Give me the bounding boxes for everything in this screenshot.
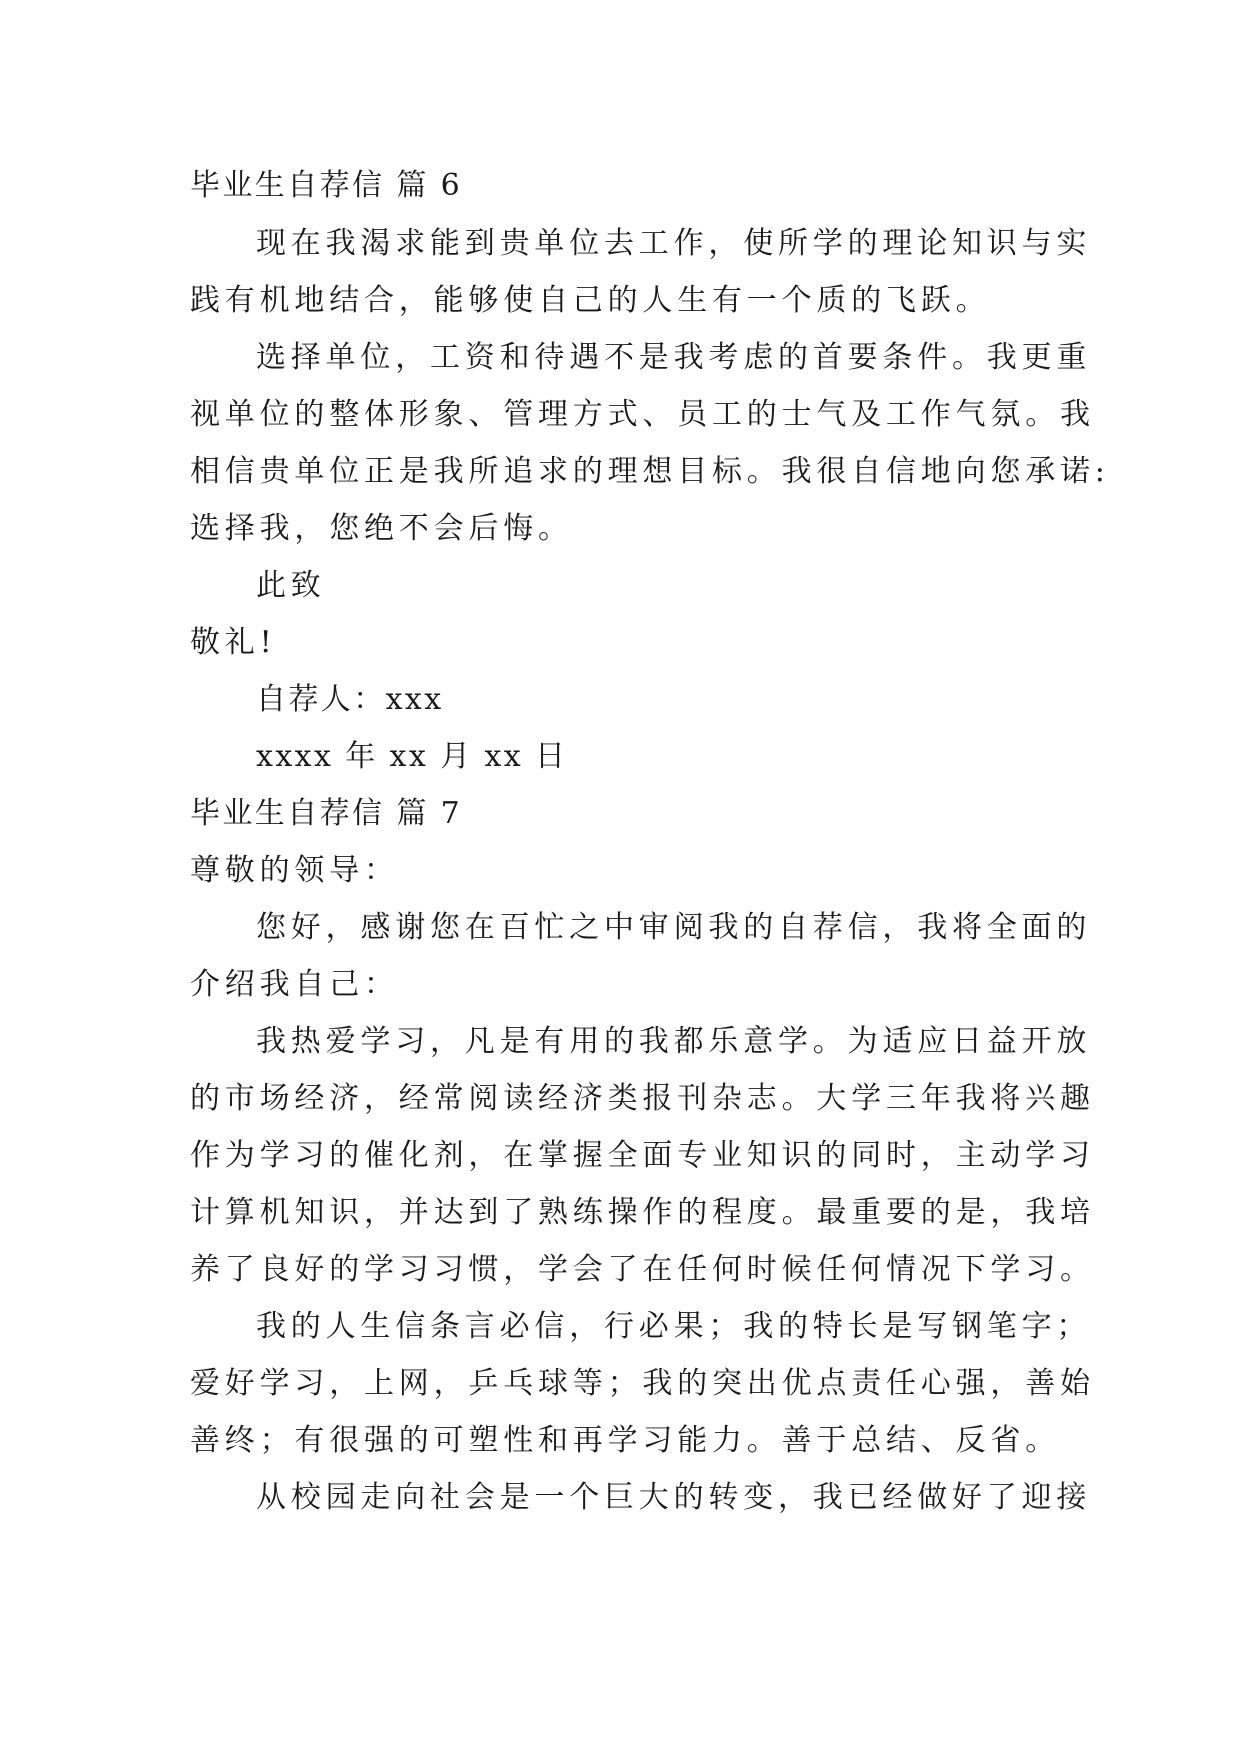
closing-line: 此致 [256,568,326,603]
paragraph-line: 现在我渴求能到贵单位去工作，使所学的理论知识与实 [256,226,1092,261]
signer-line: 自荐人：xxx [256,682,444,717]
paragraph-line: 您好，感谢您在百忙之中审阅我的自荐信，我将全面的 [256,910,1092,945]
paragraph-line: 我的人生信条言必信，行必果；我的特长是写钢笔字； [256,1309,1092,1344]
paragraph-line: 我热爱学习，凡是有用的我都乐意学。为适应日益开放 [256,1024,1092,1059]
paragraph-line: 从校园走向社会是一个巨大的转变，我已经做好了迎接 [256,1480,1092,1515]
paragraph-line: 作为学习的催化剂，在掌握全面专业知识的同时，主动学习 [190,1138,1095,1173]
paragraph-line: 相信贵单位正是我所追求的理想目标。我很自信地向您承诺: [190,454,1110,489]
salutation-line: 敬礼! [190,625,277,660]
date-line: xxxx 年 xx 月 xx 日 [256,739,568,774]
greeting-line: 尊敬的领导： [190,853,399,888]
paragraph-line: 计算机知识，并达到了熟练操作的程度。最重要的是，我培 [190,1195,1095,1230]
paragraph-line: 介绍我自己： [190,967,399,1002]
paragraph-line: 爱好学习，上网，乒乓球等；我的突出优点责任心强，善始 [190,1366,1095,1401]
paragraph-line: 善终；有很强的可塑性和再学习能力。善于总结、反省。 [190,1423,1060,1458]
section-heading: 毕业生自荐信 篇 7 [190,796,463,831]
paragraph-line: 选择单位，工资和待遇不是我考虑的首要条件。我更重 [256,340,1092,375]
section-heading: 毕业生自荐信 篇 6 [190,168,463,203]
paragraph-line: 的市场经济，经常阅读经济类报刊杂志。大学三年我将兴趣 [190,1081,1095,1116]
paragraph-line: 选择我，您绝不会后悔。 [190,511,573,546]
paragraph-line: 养了良好的学习习惯，学会了在任何时候任何情况下学习。 [190,1252,1095,1287]
paragraph-line: 视单位的整体形象、管理方式、员工的士气及工作气氛。我 [190,397,1095,432]
paragraph-line: 践有机地结合，能够使自己的人生有一个质的飞跃。 [190,283,991,318]
